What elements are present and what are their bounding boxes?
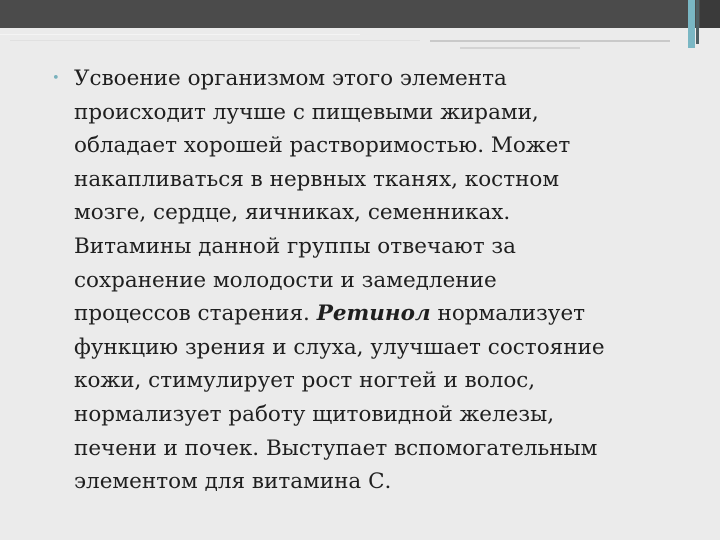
text-line: обладает хорошей растворимостью. Может xyxy=(74,133,571,159)
text-line: нормализует работу щитовидной железы, xyxy=(74,401,555,427)
bullet-text xyxy=(74,62,605,499)
emphasized-term: Ретинол xyxy=(316,301,431,327)
text-line: элементом для витамина С. xyxy=(74,469,392,495)
bullet-item xyxy=(50,62,690,499)
text-line: накапливаться в нервных тканях, костном xyxy=(74,166,560,192)
text-line: мозге, сердце, яичниках, семенниках. xyxy=(74,200,511,226)
bullet-icon: • xyxy=(52,71,60,86)
decor-stripe xyxy=(10,40,420,41)
header-band-corner xyxy=(700,0,720,28)
decor-stripe xyxy=(0,34,360,35)
text-line: сохранение молодости и замедление xyxy=(74,267,497,293)
text-line: Витамины данной группы отвечают за xyxy=(74,233,516,259)
text-line: кожи, стимулирует рост ногтей и волос, xyxy=(74,368,536,394)
text-line: печени и почек. Выступает вспомогательным xyxy=(74,435,598,461)
accent-bar-inner xyxy=(696,0,699,44)
text-segment: нормализует xyxy=(430,301,586,327)
decor-stripe xyxy=(430,40,670,42)
header-band xyxy=(0,0,720,28)
text-line: Усвоение организмом этого элемента xyxy=(74,66,507,91)
accent-bar xyxy=(688,0,695,48)
text-segment: процессов старения. xyxy=(74,301,317,327)
text-line xyxy=(74,297,605,331)
text-line: происходит лучше с пищевыми жирами, xyxy=(74,99,539,125)
decor-stripe xyxy=(460,47,580,49)
slide-content xyxy=(50,62,690,499)
text-line: функцию зрения и слуха, улучшает состояние xyxy=(74,334,605,360)
